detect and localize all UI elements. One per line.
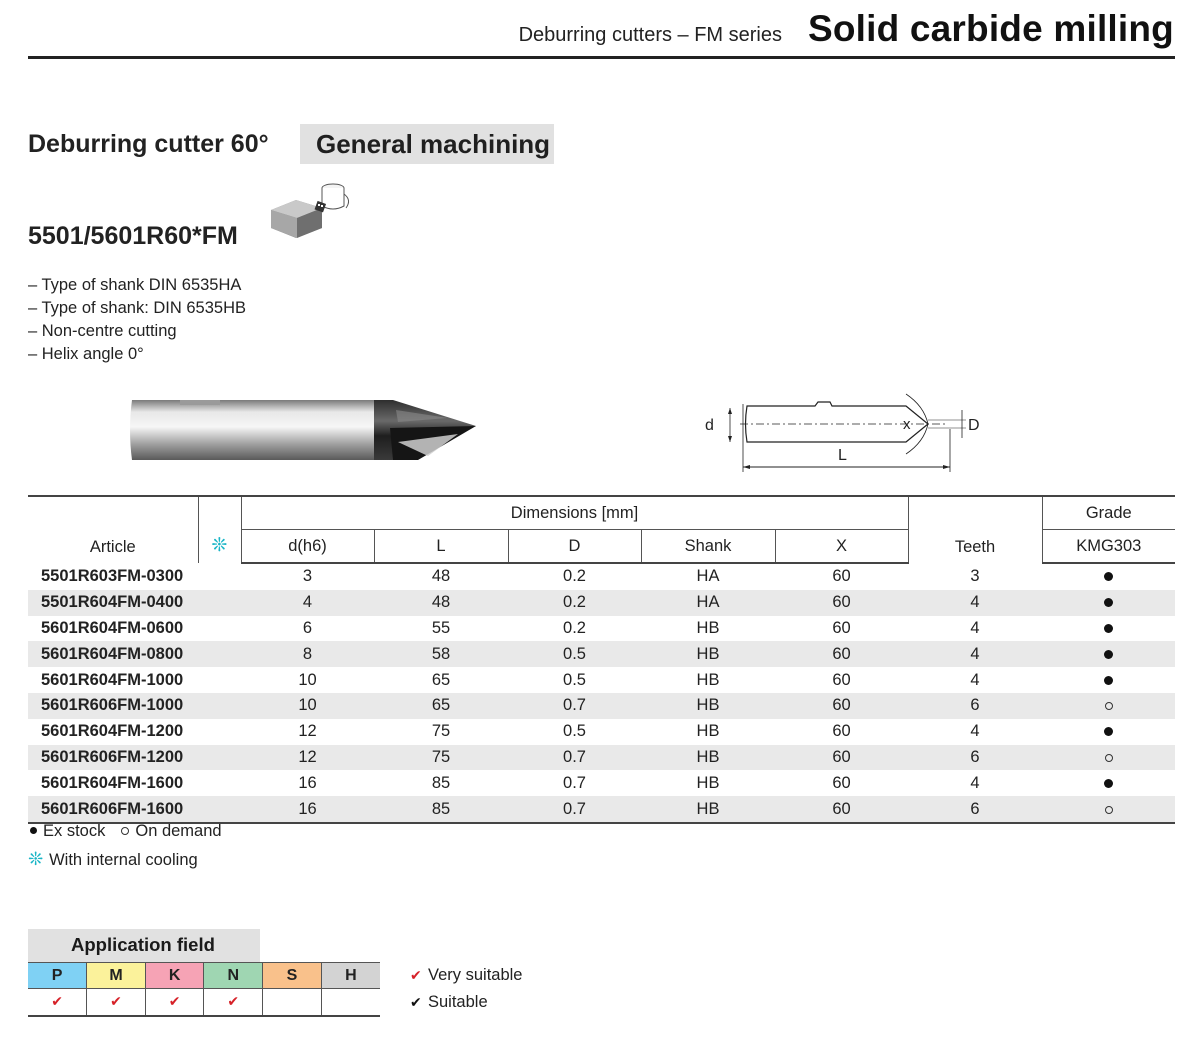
cell-teeth: 4 [970,722,980,741]
cell-D: 0.7 [508,745,641,771]
table-row [28,667,1175,693]
ex-stock-dot-icon [30,827,37,834]
snowflake-icon: ❊ [28,849,44,869]
table-row [28,796,1175,823]
col-L: L [374,530,508,564]
ex-stock-dot-icon [1104,727,1113,736]
cell-grade-availability [1042,745,1175,771]
very-suitable-check-icon: ✔ [410,967,422,983]
cell-d: 12 [298,722,317,741]
cell-X: 60 [775,796,908,823]
cell-cooling [198,796,241,823]
cell-D: 0.5 [563,722,586,741]
cooling-legend [28,849,198,870]
col-teeth: Teeth [908,496,1042,563]
cell-cooling [198,745,241,771]
cell-d: 10 [241,693,374,719]
cell-X: 60 [775,745,908,771]
cell-cooling [198,667,241,693]
very-suitable-check-icon: ✔ [227,993,240,1009]
cell-X: 60 [775,693,908,719]
very-suitable-label: Very suitable [428,966,523,984]
cell-shank: HB [696,722,720,741]
col-grade: Grade [1042,496,1175,530]
material-n: N [204,963,263,989]
cell-X: 60 [832,567,851,586]
cell-L: 75 [374,745,508,771]
section-title: Deburring cutter 60° [28,130,269,158]
drawing-label-x: x [903,416,911,433]
cell-grade-availability [1042,590,1175,616]
cell-article: 5601R606FM-1200 [28,745,198,771]
cell-article: 5601R604FM-0800 [28,641,198,667]
header-subtitle: Deburring cutters – FM series [518,24,782,46]
very-suitable-check-icon: ✔ [168,993,181,1009]
cell-shank: HB [641,641,775,667]
material-k-suitability [145,989,204,1017]
cell-cooling [198,563,241,590]
feature-item: – Helix angle 0° [28,345,144,363]
col-shank: Shank [641,530,775,564]
ex-stock-dot-icon [1104,598,1113,607]
on-demand-label: On demand [135,822,222,840]
cell-teeth: 4 [970,670,980,689]
cell-d: 12 [241,745,374,771]
cell-d: 6 [302,618,313,637]
cell-cooling [198,590,241,616]
col-X: X [775,530,908,564]
cell-shank: HB [641,693,775,719]
cell-X: 60 [832,618,851,637]
cell-article: 5601R604FM-1200 [41,722,184,741]
cell-D: 0.2 [563,567,586,586]
cell-d: 8 [241,641,374,667]
cell-L: 65 [431,670,451,689]
cell-D: 0.7 [508,796,641,823]
cell-D: 0.7 [508,693,641,719]
material-k: K [145,963,204,989]
material-p: P [28,963,87,989]
table-row [28,719,1175,745]
cell-shank: HB [641,796,775,823]
cell-article: 5601R606FM-1000 [28,693,198,719]
cell-teeth: 6 [908,796,1042,823]
snowflake-icon: ❊ [211,535,228,556]
cell-X: 60 [832,670,851,689]
material-p-suitability [28,989,87,1017]
cell-shank: HB [696,618,720,637]
cell-L: 75 [431,722,451,741]
cell-grade-availability [1042,796,1175,823]
material-h: H [321,963,380,989]
cell-grade-availability [1042,719,1175,745]
cell-grade-availability [1042,693,1175,719]
col-D: D [508,530,641,564]
cell-D: 0.2 [508,590,641,616]
feature-list [28,274,246,366]
material-m: M [87,963,146,989]
header-title: Solid carbide milling [807,8,1174,49]
material-m-suitability [87,989,146,1017]
on-demand-circle-icon [1105,702,1113,710]
cell-article: 5601R604FM-1000 [41,670,184,689]
cell-D: 0.5 [508,641,641,667]
cell-article: 5501R604FM-0400 [28,590,198,616]
suitable-check-icon: ✔ [410,994,422,1010]
cell-cooling [198,641,241,667]
cell-grade-availability [1042,770,1175,796]
col-cooling [198,496,241,563]
cell-D: 0.2 [563,618,586,637]
header-rule [28,56,1175,59]
machining-badge [300,124,554,164]
cell-X: 60 [832,773,851,792]
very-suitable-check-icon: ✔ [51,993,63,1009]
cell-article: 5501R603FM-0300 [41,566,184,585]
cell-teeth: 4 [970,773,980,792]
cell-shank: HA [641,590,775,616]
col-d: d(h6) [241,530,374,564]
col-grade-name: KMG303 [1042,530,1175,564]
cell-L: 85 [431,773,451,792]
cell-L: 65 [374,693,508,719]
spec-table [28,495,1175,824]
cell-d: 16 [298,773,317,792]
stock-legend [30,822,222,841]
cell-cooling [198,616,241,642]
cell-L: 48 [374,590,508,616]
ex-stock-dot-icon [1104,676,1113,685]
cell-L: 55 [431,618,451,637]
spec-table-body [28,563,1175,823]
ex-stock-dot-icon [1104,572,1113,581]
cell-grade-availability [1042,667,1175,693]
table-row [28,641,1175,667]
cell-teeth: 4 [908,590,1042,616]
material-s-suitability [263,989,322,1017]
cell-grade-availability [1042,641,1175,667]
cell-X: 60 [775,641,908,667]
cell-L: 48 [431,567,451,586]
technical-drawing [700,384,1000,474]
cutter-photo [128,386,484,466]
cell-cooling [198,770,241,796]
cell-article: 5601R604FM-1600 [41,773,184,792]
drawing-label-D: D [968,417,980,434]
cell-X: 60 [775,590,908,616]
cell-grade-availability [1042,563,1175,590]
machining-badge-label: General machining [316,129,551,159]
drawing-label-L: L [838,447,847,464]
cell-L: 58 [374,641,508,667]
cell-article: 5601R606FM-1600 [28,796,198,823]
drawing-label-d: d [705,417,714,434]
application-field-label: Application field [71,934,215,955]
cell-L: 85 [374,796,508,823]
on-demand-circle-icon [121,827,129,835]
workpiece-spindle-icon [266,180,356,250]
cell-d: 16 [241,796,374,823]
cell-shank: HA [696,567,720,586]
cell-D: 0.7 [563,773,586,792]
cell-X: 60 [832,722,851,741]
cell-cooling [198,693,241,719]
table-row [28,590,1175,616]
application-field-title [28,929,260,962]
cell-article: 5601R604FM-0600 [41,618,184,637]
feature-item: – Non-centre cutting [28,322,177,340]
application-field-table [28,962,380,1017]
col-article: Article [28,496,198,563]
very-suitable-check-icon: ✔ [110,993,122,1009]
on-demand-circle-icon [1105,754,1113,762]
cell-grade-availability [1042,616,1175,642]
table-row [28,563,1175,590]
cell-d: 3 [302,567,313,586]
cell-teeth: 6 [908,745,1042,771]
ex-stock-dot-icon [1104,779,1113,788]
material-n-suitability [204,989,263,1017]
feature-item: – Type of shank: DIN 6535HB [28,299,246,317]
cell-teeth: 4 [908,641,1042,667]
cell-shank: HB [641,745,775,771]
cell-shank: HB [696,670,720,689]
ex-stock-dot-icon [1104,624,1113,633]
table-row [28,693,1175,719]
suitable-label: Suitable [428,993,488,1011]
material-h-suitability [321,989,380,1017]
cell-D: 0.5 [563,670,586,689]
material-s: S [263,963,322,989]
table-row [28,616,1175,642]
cell-teeth: 6 [908,693,1042,719]
col-dimensions: Dimensions [mm] [241,496,908,530]
cell-shank: HB [696,773,720,792]
table-row [28,770,1175,796]
cell-d: 4 [241,590,374,616]
table-row [28,745,1175,771]
ex-stock-label: Ex stock [43,822,106,840]
on-demand-circle-icon [1105,806,1113,814]
cell-teeth: 4 [970,618,980,637]
application-legend [410,964,522,1018]
ex-stock-dot-icon [1104,650,1113,659]
product-code: 5501/5601R60*FM [28,222,238,250]
cell-d: 10 [298,670,317,689]
feature-item: – Type of shank DIN 6535HA [28,276,242,294]
cell-cooling [198,719,241,745]
internal-cooling-label: With internal cooling [49,851,198,869]
cell-teeth: 3 [970,566,980,585]
